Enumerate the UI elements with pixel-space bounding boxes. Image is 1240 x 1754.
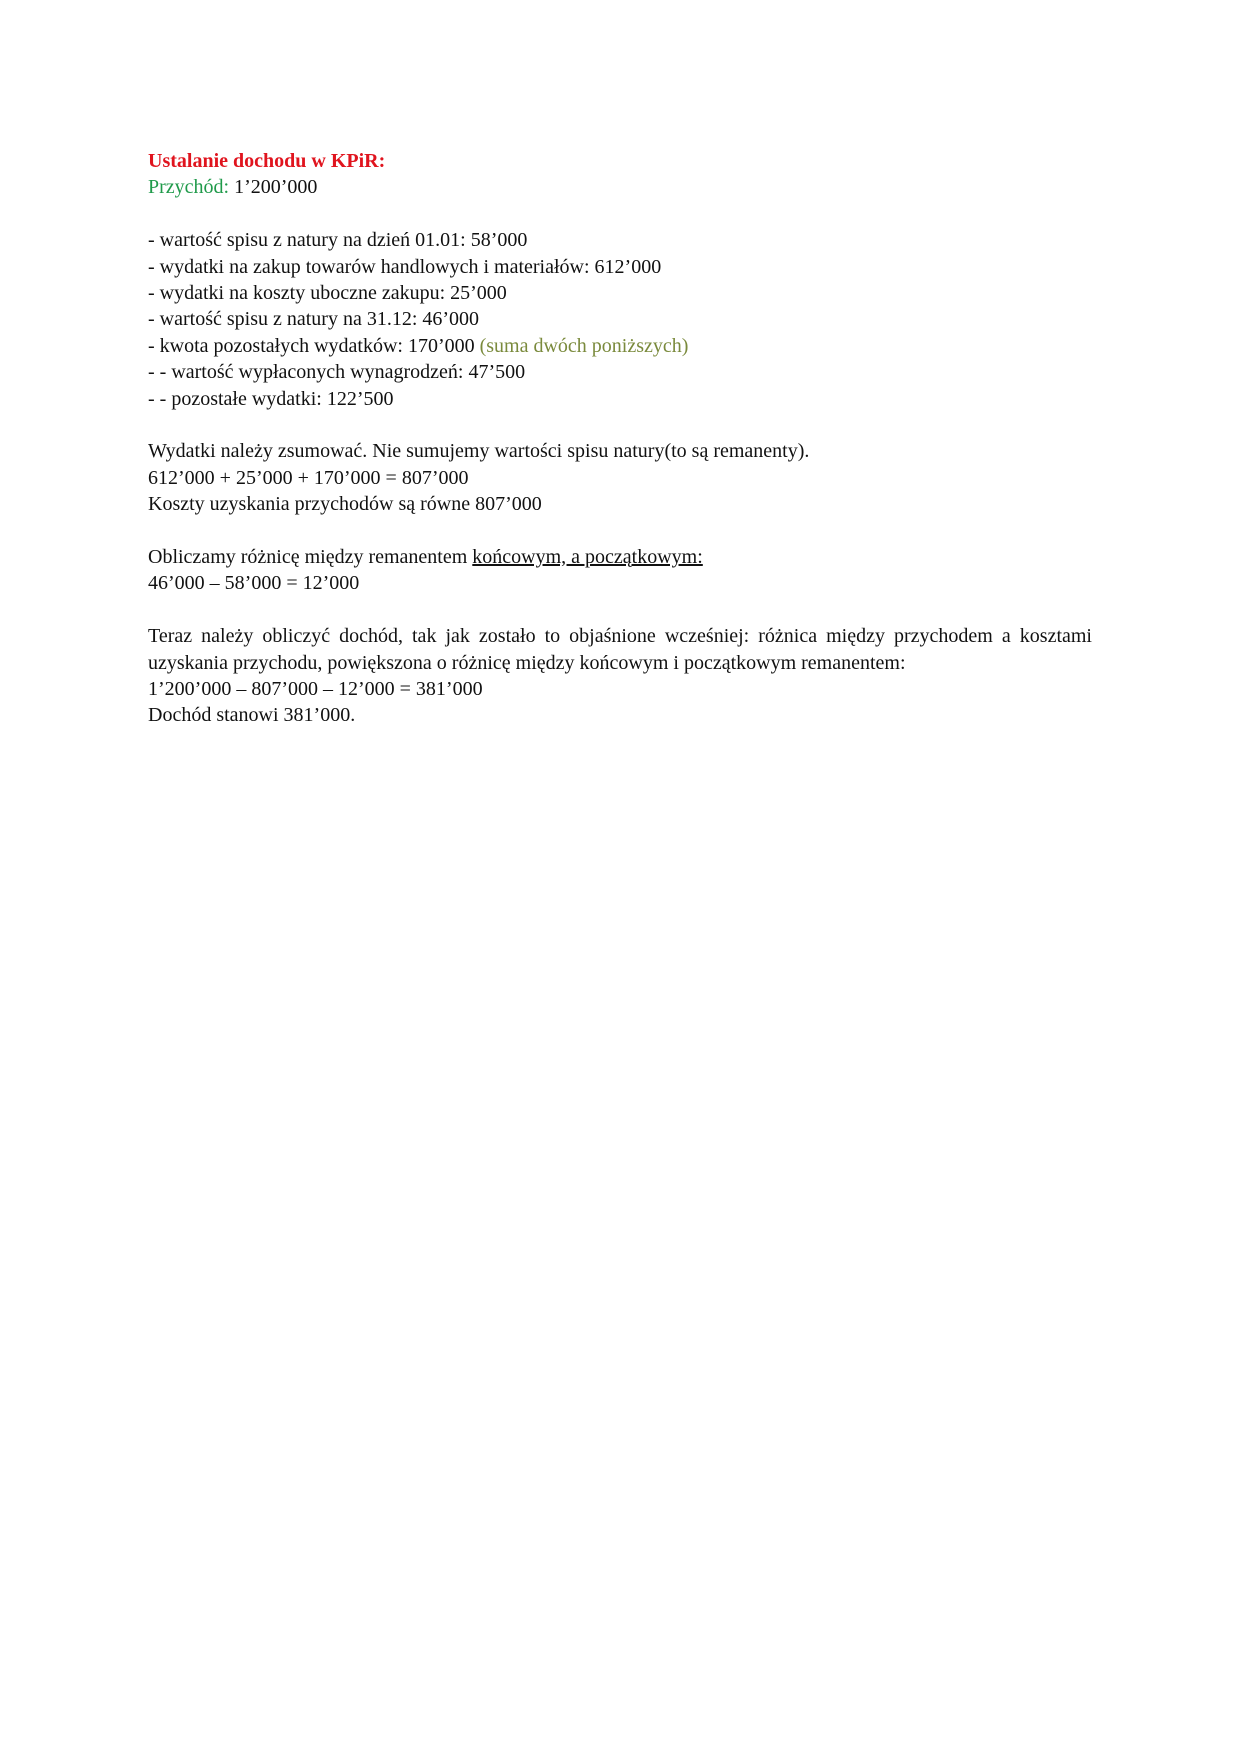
income-calculation: 1’200’000 – 807’000 – 12’000 = 381’000: [148, 678, 483, 701]
revenue-line: [148, 174, 1092, 200]
revenue-label: Przychód:: [148, 176, 230, 199]
list-item: - wydatki na zakup towarów handlowych i materiałów: 612’000: [148, 255, 662, 278]
revenue-value: 1’200’000: [229, 176, 318, 199]
list-item-other-expenses: [148, 333, 1092, 359]
list-item: - wartość spisu z natury na 31.12: 46’000: [148, 308, 480, 331]
list-item: - wartość spisu z natury na dzień 01.01: 58’000: [148, 229, 528, 252]
list-item: - wydatki na koszty uboczne zakupu: 25’000: [148, 282, 507, 305]
income-result: Dochód stanowi 381’000.: [148, 704, 356, 727]
remanent-difference-underlined: końcowym, a początkowym:: [472, 546, 703, 569]
other-expenses-note: (suma dwóch poniższych): [479, 334, 689, 357]
paragraph-line: 612’000 + 25’000 + 170’000 = 807’000: [148, 466, 469, 489]
remanent-difference-text: Obliczamy różnicę między remanentem: [148, 546, 473, 569]
remanent-difference-line: [148, 544, 1092, 570]
spacer: [148, 597, 1092, 623]
document-body: [148, 148, 1092, 729]
income-explanation: Teraz należy obliczyć dochód, tak jak zostało to objaśnione wcześniej: różnica między przychodem a kosztami uzyskania przychodu, powiększona o różnicę między końcowym i początkowym remanentem:: [148, 625, 1092, 674]
list-subitem: - - wartość wypłaconych wynagrodzeń: 47’500: [148, 361, 526, 384]
paragraph-line: Wydatki należy zsumować. Nie sumujemy wartości spisu natury(to są remanenty).: [148, 440, 810, 463]
spacer: [148, 201, 1092, 227]
paragraph-line: Koszty uzyskania przychodów są równe 807’000: [148, 493, 542, 516]
document-title: Ustalanie dochodu w KPiR:: [148, 150, 386, 172]
spacer: [148, 412, 1092, 438]
list-subitem: - - pozostałe wydatki: 122’500: [148, 387, 394, 410]
remanent-calculation: 46’000 – 58’000 = 12’000: [148, 572, 360, 595]
other-expenses-text: - kwota pozostałych wydatków: 170’000: [148, 334, 480, 357]
spacer: [148, 518, 1092, 544]
